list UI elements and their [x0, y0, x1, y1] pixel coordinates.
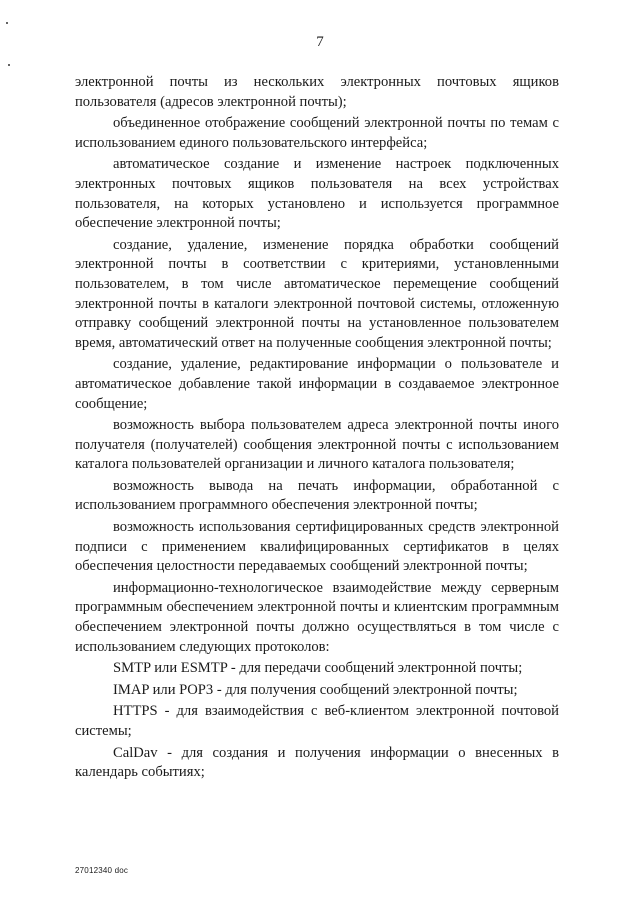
paragraph-6: возможность выбора пользователем адреса электронной почты иного получателя (получателей) сообщения электронной почты с использованием каталога пользователей организации и личного каталога пользователя;	[75, 417, 559, 473]
scan-dot-top	[6, 22, 8, 24]
page-number: 7	[316, 34, 324, 50]
document-body	[75, 73, 559, 785]
paragraph-2: объединенное отображение сообщений электронной почты по темам с использованием единого пользовательского интерфейса;	[75, 115, 559, 151]
paragraph-https: HTTPS - для взаимодействия с веб-клиентом электронной почтовой системы;	[75, 703, 559, 739]
paragraph-8: возможность использования сертифицированных средств электронной подписи с применением квалифицированных сертификатов в целях обеспечения целостности передаваемых сообщений электронной почты;	[75, 519, 559, 575]
paragraph-caldav: CalDav - для создания и получения информации о внесенных в календарь событиях;	[75, 744, 559, 781]
paragraph-9: информационно-технологическое взаимодействие между серверным программным обеспечением электронной почты и клиентским программным обеспечением электронной почты должно осуществляться в том числе с использованием следующих протоколов:	[75, 579, 559, 655]
scan-dot-bottom	[8, 64, 10, 66]
paragraph-4: создание, удаление, изменение порядка обработки сообщений электронной почты в соответствии с критериями, установленными пользователем, в том числе автоматическое перемещение сообщений электронной почты в каталоги электронной почтовой системы, отложенную отправку сообщений электронной почты на установленное пользователем время, автоматический ответ на полученные сообщения электронной почты;	[75, 236, 559, 351]
paragraph-smtp: SMTP или ESMTP - для передачи сообщений электронной почты;	[113, 660, 523, 677]
paragraph-5: создание, удаление, редактирование информации о пользователе и автоматическое добавление такой информации в создаваемое электронное сообщение;	[75, 356, 559, 412]
paragraph-1: электронной почты из нескольких электронных почтовых ящиков пользователя (адресов электронной почты);	[75, 74, 559, 110]
paragraph-imap: IMAP или POP3 - для получения сообщений электронной почты;	[113, 681, 518, 698]
footer-file-code: 27012340 doc	[75, 866, 129, 875]
paragraph-7: возможность вывода на печать информации, обработанной с использованием программного обеспечения электронной почты;	[75, 477, 559, 514]
paragraph-3: автоматическое создание и изменение настроек подключенных электронных почтовых ящиков пользователя на всех устройствах пользователя, на которых установлено и используется программное обеспечение электронной почты;	[75, 156, 559, 232]
